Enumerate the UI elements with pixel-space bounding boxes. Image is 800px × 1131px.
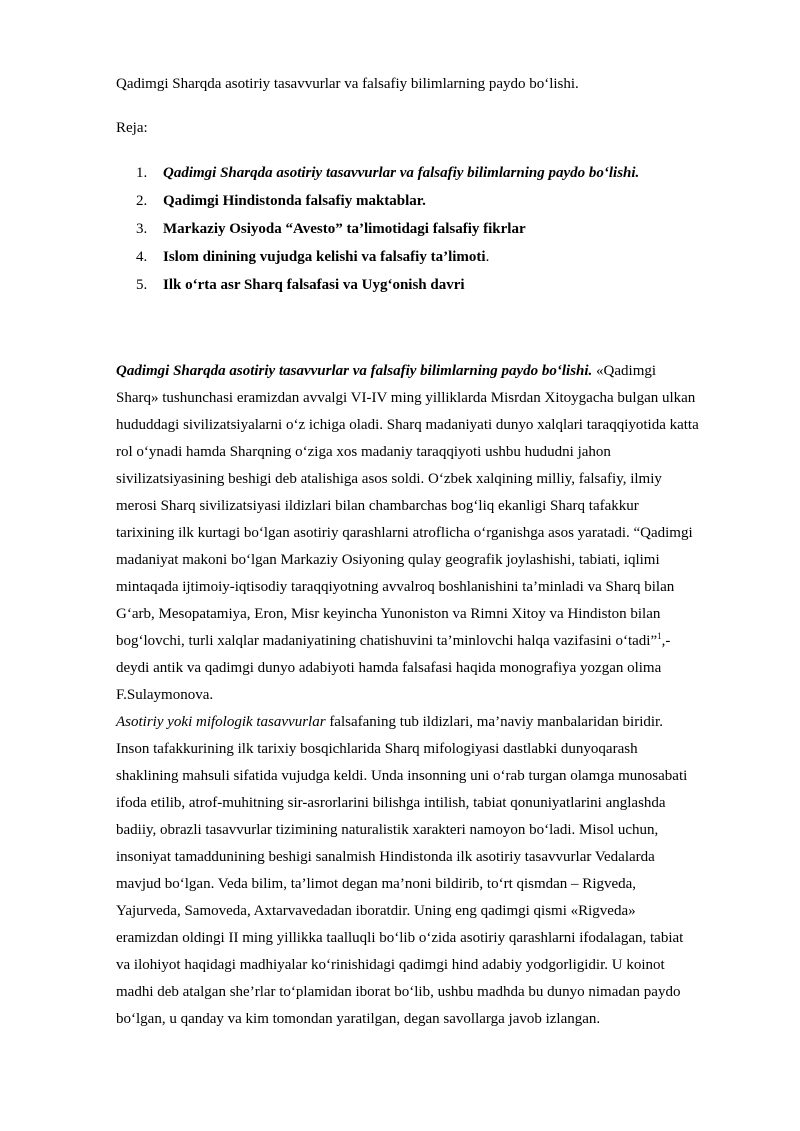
plan-list xyxy=(136,162,639,302)
plan-item-number: 4. xyxy=(136,249,148,265)
text-line: Yajurveda, Samoveda, Axtarvavedadan iboratdir. Uning eng qadimgi qismi «Rigveda» xyxy=(116,903,636,919)
footnote-reference[interactable]: 1 xyxy=(657,631,662,641)
text-line: F.Sulaymonova. xyxy=(116,687,214,703)
text-line: mintaqada ijtimoiy-iqtisodiy taraqqiyotning avvalroq boshlanishini ta’minladi va Sharq bilan xyxy=(116,579,675,595)
plan-item-text: Islom dinining vujudga kelishi va falsafiy ta’limoti xyxy=(163,249,486,265)
text-line: sivilizatsiyasining beshigi deb atalishiga asos soldi. O‘zbek xalqining milliy, falsafiy, ilmiy xyxy=(116,471,662,487)
text-line: shaklining mahsuli sifatida vujudga keldi. Unda insonning uni o‘rab turgan olamga munosabati xyxy=(116,768,688,784)
text-line: va ilohiyot haqidagi madhiyalar ko‘rinishidagi qadimgi hind adabiy yodgorligidir. U koinot xyxy=(116,957,665,973)
text-line: ifoda etilib, atrof-muhitning sir-asrorlarini bilishga intilish, tabiat qonuniyatlarini anglashda xyxy=(116,795,666,811)
plan-item-number: 2. xyxy=(136,193,148,209)
plan-item-text: Qadimgi Sharqda asotiriy tasavvurlar va falsafiy bilimlarning paydo bo‘lishi. xyxy=(163,165,640,181)
section-heading: Qadimgi Sharqda asotiriy tasavvurlar va falsafiy bilimlarning paydo bo‘lishi. xyxy=(116,363,593,379)
text-line: bo‘lgan, u qanday va kim tomondan yaratilgan, degan savollarga javob izlangan. xyxy=(116,1011,601,1027)
text-line: mavjud bo‘lgan. Veda bilim, ta’limot degan ma’noni bildirib, to‘rt qismdan – Rigveda, xyxy=(116,876,637,892)
text-line: G‘arb, Mesopatamiya, Eron, Misr keyincha Yunoniston va Rimni Xitoy va Hindiston bilan xyxy=(116,606,661,622)
text-line: Inson tafakkurining ilk tarixiy bosqichlarida Sharq mifologiyasi dastlabki dunyoqarash xyxy=(116,741,638,757)
paragraph-1-heading-line xyxy=(116,358,746,385)
footnote-line xyxy=(116,628,746,655)
plan-item xyxy=(136,246,639,274)
plan-item xyxy=(136,162,639,190)
text-run: bog‘lovchi, turli xalqlar madaniyatining chatishuvini ta’minlovchi halqa vazifasini o‘tadi” xyxy=(116,633,658,649)
plan-label: Reja: xyxy=(116,120,148,136)
document-title: Qadimgi Sharqda asotiriy tasavvurlar va falsafiy bilimlarning paydo bo‘lishi. xyxy=(116,76,579,92)
text-line: madaniyat makoni bo‘lgan Markaziy Osiyoning qulay geografik joylashishi, tabiati, iqlimi xyxy=(116,552,660,568)
italic-term: Asotiriy yoki mifologik tasavvurlar xyxy=(116,714,326,730)
text-line: badiiy, obrazli tasavvurlar tizimining naturalistik xarakteri namoyon bo‘ladi. Misol uchun, xyxy=(116,822,659,838)
paragraph-2-lead-line xyxy=(116,709,746,736)
text-run: ,- xyxy=(661,633,671,649)
plan-item-number: 1. xyxy=(136,165,148,181)
text-line: insoniyat tamaddunining beshigi sanalmish Hindistonda ilk asotiriy tasavvurlar Vedalarda xyxy=(116,849,655,865)
text-run: falsafaning tub ildizlari, ma’naviy manbalaridan biridir. xyxy=(325,714,663,730)
text-line: eramizdan oldingi II ming yillikka taalluqli bo‘lib o‘zida asotiriy qarashlarni ifodalagan, tabiat xyxy=(116,930,684,946)
plan-item xyxy=(136,190,639,218)
text-line: rol o‘ynadi hamda Sharqning o‘ziga xos madaniy taraqqiyoti ushbu hududni jahon xyxy=(116,444,611,460)
body-text xyxy=(116,358,746,1033)
plan-item-suffix: . xyxy=(485,249,490,265)
plan-item-number: 5. xyxy=(136,277,148,293)
text-line: Sharq» tushunchasi eramizdan avvalgi VI-IV ming yilliklarda Misrdan Xitoygacha bulgan ulkan xyxy=(116,390,696,406)
text-line: madhi deb atalgan she’rlar to‘plamidan iborat bo‘lib, ushbu madhda bu dunyo nimadan paydo xyxy=(116,984,681,1000)
text-line: tarixining ilk kurtagi bo‘lgan asotiriy qarashlarni atroflicha o‘rganishga asos yaratadi. “Qadimgi xyxy=(116,525,693,541)
plan-item xyxy=(136,274,639,302)
text-line: deydi antik va qadimgi dunyo adabiyoti hamda falsafasi haqida monografiya yozgan olima xyxy=(116,660,662,676)
text-line: hududdagi sivilizatsiyalarni o‘z ichiga oladi. Sharq madaniyati dunyo xalqlari taraqqiyotida katta xyxy=(116,417,699,433)
text-line: merosi Sharq sivilizatsiyasi ildizlari bilan chambarchas bog‘liq ekanligi Sharq tafakkur xyxy=(116,498,639,514)
plan-item-text: Ilk o‘rta asr Sharq falsafasi va Uyg‘onish davri xyxy=(163,277,465,293)
plan-item-text: Markaziy Osiyoda “Avesto” ta’limotidagi falsafiy fikrlar xyxy=(163,221,526,237)
plan-item-number: 3. xyxy=(136,221,148,237)
plan-item xyxy=(136,218,639,246)
plan-item-text: Qadimgi Hindistonda falsafiy maktablar. xyxy=(163,193,426,209)
text-run: «Qadimgi xyxy=(592,363,657,379)
